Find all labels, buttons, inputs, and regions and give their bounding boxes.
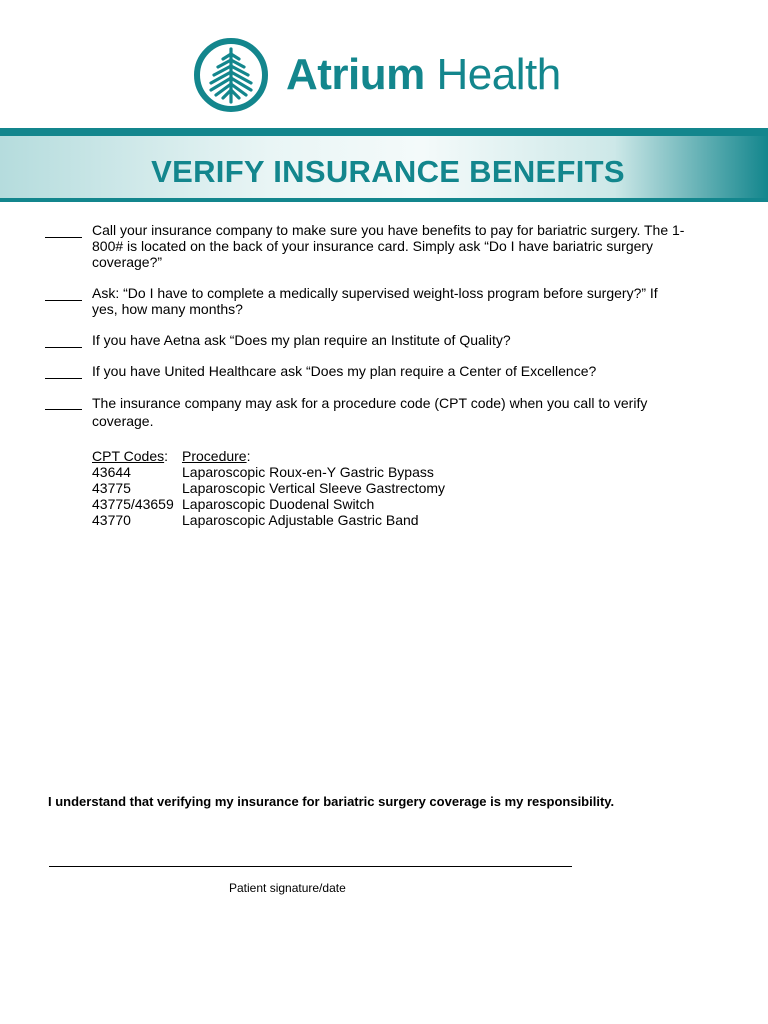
signature-line[interactable] <box>49 866 572 867</box>
cpt-procedure: Laparoscopic Roux-en-Y Gastric Bypass <box>182 464 434 480</box>
checklist-item <box>45 332 685 348</box>
cpt-code: 43775/43659 <box>92 496 174 512</box>
banner-top-stripe <box>0 128 768 136</box>
cpt-procedure: Laparoscopic Vertical Sleeve Gastrectomy <box>182 480 446 496</box>
responsibility-statement: I understand that verifying my insurance for bariatric surgery coverage is my responsibility. <box>48 794 615 809</box>
cpt-row <box>92 512 445 528</box>
checklist-item-text: Ask: “Do I have to complete a medically supervised weight-loss program before surgery?” If yes, how many months? <box>92 285 658 317</box>
cpt-row <box>92 496 445 512</box>
checklist-item <box>45 363 685 379</box>
checklist-item <box>45 394 685 430</box>
cpt-procedure: Laparoscopic Duodenal Switch <box>182 496 375 512</box>
cpt-code: 43770 <box>92 512 131 528</box>
cpt-codes-header-colon: : <box>164 448 168 464</box>
signature-label: Patient signature/date <box>229 881 346 895</box>
cpt-code-table <box>92 448 445 528</box>
atrium-health-logo <box>192 33 561 117</box>
checklist <box>45 222 685 430</box>
check-blank-line[interactable] <box>45 237 82 238</box>
cpt-code: 43775 <box>92 480 131 496</box>
check-blank-line[interactable] <box>45 347 82 348</box>
cpt-row <box>92 480 445 496</box>
cpt-table-header <box>92 448 445 464</box>
checklist-item <box>45 222 685 270</box>
brand-word-atrium: Atrium <box>286 50 425 99</box>
check-blank-line[interactable] <box>45 300 82 301</box>
check-blank-line[interactable] <box>45 409 82 410</box>
checklist-item-text: The insurance company may ask for a procedure code (CPT code) when you call to verify coverage. <box>92 395 648 429</box>
checklist-item-text: If you have Aetna ask “Does my plan require an Institute of Quality? <box>92 332 511 348</box>
checklist-item <box>45 285 685 317</box>
page-title: VERIFY INSURANCE BENEFITS <box>151 154 625 189</box>
cpt-code: 43644 <box>92 464 131 480</box>
banner-gradient <box>0 136 768 198</box>
cpt-row <box>92 464 445 480</box>
tree-logo-icon <box>192 36 270 114</box>
cpt-codes-header: CPT Codes <box>92 448 165 464</box>
banner-bottom-stripe <box>0 198 768 202</box>
procedure-header-colon: : <box>246 448 251 464</box>
brand-word-health: Health <box>436 50 561 99</box>
check-blank-line[interactable] <box>45 378 82 379</box>
brand-wordmark <box>286 50 561 99</box>
title-banner <box>0 128 768 202</box>
checklist-item-text: Call your insurance company to make sure you have benefits to pay for bariatric surgery. The 1-800# is located on the back of your insurance card. Simply ask “Do I have bariatric surgery coverage?” <box>92 222 685 270</box>
checklist-item-text: If you have United Healthcare ask “Does my plan require a Center of Excellence? <box>92 363 597 379</box>
procedure-header: Procedure <box>182 448 247 464</box>
cpt-procedure: Laparoscopic Adjustable Gastric Band <box>182 512 419 528</box>
